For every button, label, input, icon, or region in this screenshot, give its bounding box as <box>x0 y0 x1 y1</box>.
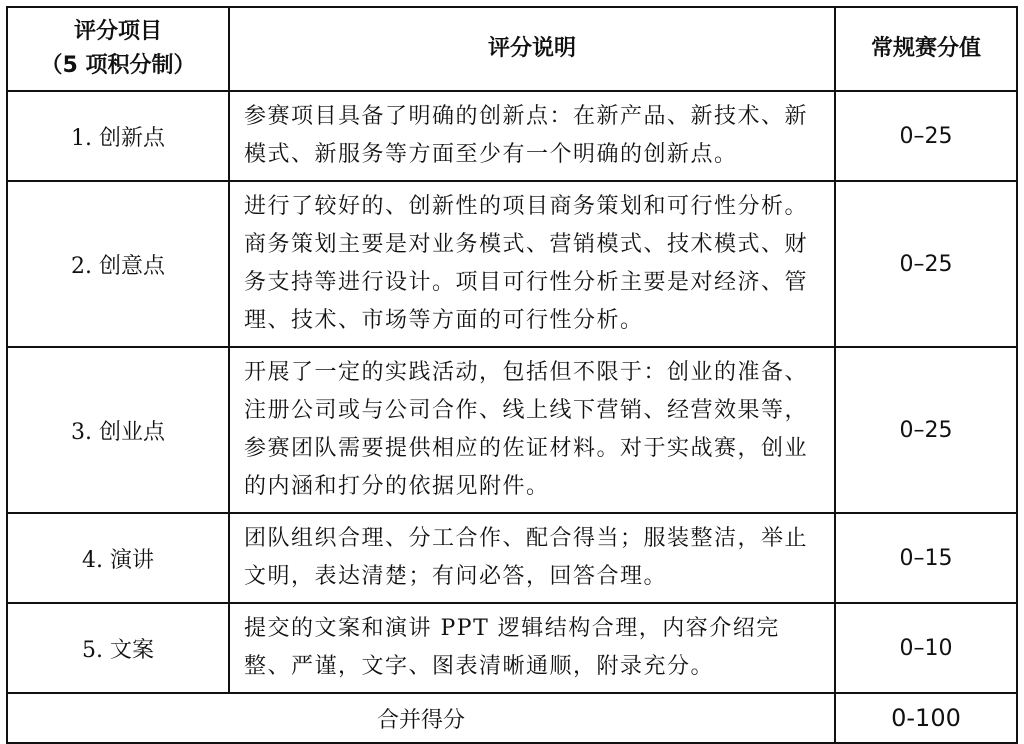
row-item: 2. 创意点 <box>7 181 229 347</box>
row-description: 提交的文案和演讲 PPT 逻辑结构合理，内容介绍完整、严谨，文字、图表清晰通顺，附录充分。 <box>229 603 835 693</box>
row-item: 5. 文案 <box>7 603 229 693</box>
row-item: 4. 演讲 <box>7 513 229 603</box>
header-description: 评分说明 <box>229 7 835 91</box>
table-row <box>7 181 1017 347</box>
row-item: 1. 创新点 <box>7 91 229 181</box>
table-row <box>7 513 1017 603</box>
row-score: 0–25 <box>835 181 1017 347</box>
row-description: 参赛项目具备了明确的创新点：在新产品、新技术、新模式、新服务等方面至少有一个明确的创新点。 <box>229 91 835 181</box>
table-row <box>7 347 1017 513</box>
header-item-line1: 评分项目 <box>73 19 162 44</box>
row-score: 0–10 <box>835 603 1017 693</box>
total-value: 0-100 <box>835 693 1017 743</box>
row-description: 团队组织合理、分工合作、配合得当；服装整洁，举止文明，表达清楚；有问必答，回答合理。 <box>229 513 835 603</box>
total-row <box>7 693 1017 743</box>
table-row <box>7 603 1017 693</box>
header-item-line2: （5 项积分制） <box>40 53 196 78</box>
row-description: 进行了较好的、创新性的项目商务策划和可行性分析。商务策划主要是对业务模式、营销模式、技术模式、财务支持等进行设计。项目可行性分析主要是对经济、管理、技术、市场等方面的可行性分析。 <box>229 181 835 347</box>
row-score: 0–15 <box>835 513 1017 603</box>
header-row <box>7 7 1017 91</box>
row-description: 开展了一定的实践活动，包括但不限于：创业的准备、注册公司或与公司合作、线上线下营销、经营效果等，参赛团队需要提供相应的佐证材料。对于实战赛，创业的内涵和打分的依据见附件。 <box>229 347 835 513</box>
header-item <box>7 7 229 91</box>
row-item: 3. 创业点 <box>7 347 229 513</box>
row-score: 0–25 <box>835 347 1017 513</box>
scoring-table-container <box>6 6 1016 744</box>
row-score: 0–25 <box>835 91 1017 181</box>
header-score: 常规赛分值 <box>835 7 1017 91</box>
scoring-table <box>6 6 1018 744</box>
total-label: 合并得分 <box>7 693 835 743</box>
table-row <box>7 91 1017 181</box>
